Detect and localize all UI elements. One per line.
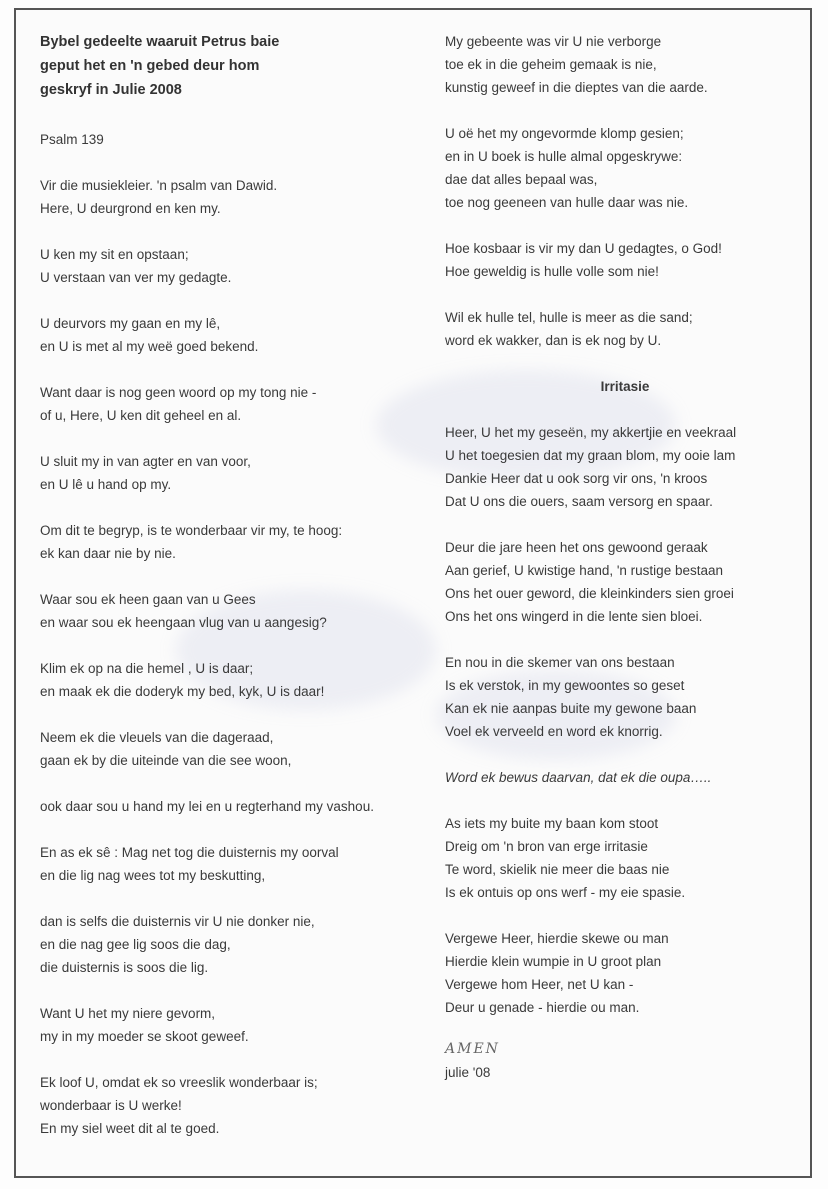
text-line: my in my moeder se skoot geweef. — [40, 1029, 249, 1044]
text-line: Vergewe Heer, hierdie skewe ou man — [445, 931, 669, 946]
text-line: U oë het my ongevormde klomp gesien; — [445, 126, 684, 141]
stanza — [445, 237, 795, 283]
right-top-stanzas — [445, 30, 795, 352]
text-line: Deur die jare heen het ons gewoond geraak — [445, 540, 708, 555]
stanza — [40, 174, 420, 220]
stanza — [445, 812, 795, 904]
text-line: Wil ek hulle tel, hulle is meer as die sand; — [445, 310, 693, 325]
text-line: ek kan daar nie by nie. — [40, 546, 176, 561]
title-line: geskryf in Julie 2008 — [40, 82, 182, 98]
stanza — [40, 1002, 420, 1048]
text-line: Hoe geweldig is hulle volle som nie! — [445, 264, 659, 279]
text-line: Vir die musiekleier. 'n psalm van Dawid. — [40, 178, 278, 193]
text-line: dan is selfs die duisternis vir U nie donker nie, — [40, 914, 315, 929]
text-line: Deur u genade - hierdie ou man. — [445, 1000, 640, 1015]
text-line: en U lê u hand op my. — [40, 477, 172, 492]
text-line: Heer, U het my geseën, my akkertjie en veekraal — [445, 425, 737, 440]
stanza — [40, 450, 420, 496]
text-line: Ons het ons wingerd in die lente sien bloei. — [445, 609, 703, 624]
stanza — [40, 726, 420, 772]
text-line: Want daar is nog geen woord op my tong nie - — [40, 385, 317, 400]
text-line: Klim ek op na die hemel , U is daar; — [40, 661, 254, 676]
stanza — [445, 122, 795, 214]
stanza — [445, 651, 795, 743]
text-line: ook daar sou u hand my lei en u regterhand my vashou. — [40, 799, 374, 814]
stanza — [40, 128, 420, 151]
text-line: Neem ek die vleuels van die dageraad, — [40, 730, 274, 745]
stanza — [40, 519, 420, 565]
text-line: gaan ek by die uiteinde van die see woon, — [40, 753, 292, 768]
text-line: En nou in die skemer van ons bestaan — [445, 655, 675, 670]
text-line: U verstaan van ver my gedagte. — [40, 270, 232, 285]
text-line: Ons het ouer geword, die kleinkinders sien groei — [445, 586, 734, 601]
left-column — [40, 30, 420, 1163]
text-line: of u, Here, U ken dit geheel en al. — [40, 408, 242, 423]
text-line: U ken my sit en opstaan; — [40, 247, 189, 262]
text-line: word ek wakker, dan is ek nog by U. — [445, 333, 662, 348]
right-column — [445, 30, 795, 1084]
poem-heading: Irritasie — [600, 379, 650, 394]
left-stanzas — [40, 128, 420, 1140]
stanza — [40, 381, 420, 427]
text-line: kunstig geweef in die dieptes van die aarde. — [445, 80, 708, 95]
text-line: U deurvors my gaan en my lê, — [40, 316, 221, 331]
text-line: en in U boek is hulle almal opgeskrywe: — [445, 149, 683, 164]
text-line: en maak ek die doderyk my bed, kyk, U is daar! — [40, 684, 325, 699]
stanza — [40, 795, 420, 818]
text-line: Waar sou ek heen gaan van u Gees — [40, 592, 256, 607]
stanza — [40, 243, 420, 289]
stanza — [40, 588, 420, 634]
stanza — [445, 306, 795, 352]
text-line: en die lig nag wees tot my beskutting, — [40, 868, 266, 883]
text-line: My gebeente was vir U nie verborge — [445, 34, 662, 49]
text-line: toe ek in die geheim gemaak is nie, — [445, 57, 657, 72]
text-line: Here, U deurgrond en ken my. — [40, 201, 221, 216]
text-line: Te word, skielik nie meer die baas nie — [445, 862, 670, 877]
date-line: julie '08 — [445, 1065, 491, 1080]
text-line: Voel ek verveeld en word ek knorrig. — [445, 724, 663, 739]
document-title — [40, 30, 420, 102]
text-line: en die nag gee lig soos die dag, — [40, 937, 231, 952]
text-line: Dankie Heer dat u ook sorg vir ons, 'n kroos — [445, 471, 708, 486]
stanza — [445, 30, 795, 99]
stanza — [445, 536, 795, 628]
text-line: As iets my buite my baan kom stoot — [445, 816, 659, 831]
text-line: Hoe kosbaar is vir my dan U gedagtes, o God! — [445, 241, 722, 256]
text-line: die duisternis is soos die lig. — [40, 960, 209, 975]
text-line: En as ek sê : Mag net tog die duisternis my oorval — [40, 845, 339, 860]
title-line: geput het en 'n gebed deur hom — [40, 58, 260, 74]
amen-signature: AMEN — [445, 1041, 500, 1057]
text-line: Ek loof U, omdat ek so vreeslik wonderbaar is; — [40, 1075, 318, 1090]
text-line: Want U het my niere gevorm, — [40, 1006, 216, 1021]
stanza — [40, 910, 420, 979]
stanza — [40, 1071, 420, 1140]
poem-end-stanzas — [445, 812, 795, 1019]
text-line: Dat U ons die ouers, saam versorg en spaar. — [445, 494, 713, 509]
text-line: toe nog geeneen van hulle daar was nie. — [445, 195, 689, 210]
text-line: Kan ek nie aanpas buite my gewone baan — [445, 701, 697, 716]
text-line: Is ek verstok, in my gewoontes so geset — [445, 678, 685, 693]
stanza — [445, 927, 795, 1019]
text-line: en waar sou ek heengaan vlug van u aangesig? — [40, 615, 327, 630]
text-line: en U is met al my weë goed bekend. — [40, 339, 259, 354]
stanza — [40, 841, 420, 887]
title-line: Bybel gedeelte waaruit Petrus baie — [40, 34, 280, 50]
text-line: Is ek ontuis op ons werf - my eie spasie. — [445, 885, 686, 900]
stanza — [40, 312, 420, 358]
text-line: wonderbaar is U werke! — [40, 1098, 182, 1113]
poem-stanzas — [445, 421, 795, 743]
text-line: U sluit my in van agter en van voor, — [40, 454, 251, 469]
stanza — [445, 421, 795, 513]
italic-line: Word ek bewus daarvan, dat ek die oupa….. — [445, 770, 712, 785]
text-line: Dreig om 'n bron van erge irritasie — [445, 839, 648, 854]
stanza — [40, 657, 420, 703]
text-line: Hierdie klein wumpie in U groot plan — [445, 954, 662, 969]
text-line: U het toegesien dat my graan blom, my ooie lam — [445, 448, 736, 463]
text-line: Aan gerief, U kwistige hand, 'n rustige bestaan — [445, 563, 723, 578]
text-line: Vergewe hom Heer, net U kan - — [445, 977, 634, 992]
text-line: Om dit te begryp, is te wonderbaar vir my, te hoog: — [40, 523, 343, 538]
text-line: Psalm 139 — [40, 132, 104, 147]
text-line: dae dat alles bepaal was, — [445, 172, 598, 187]
text-line: En my siel weet dit al te goed. — [40, 1121, 220, 1136]
